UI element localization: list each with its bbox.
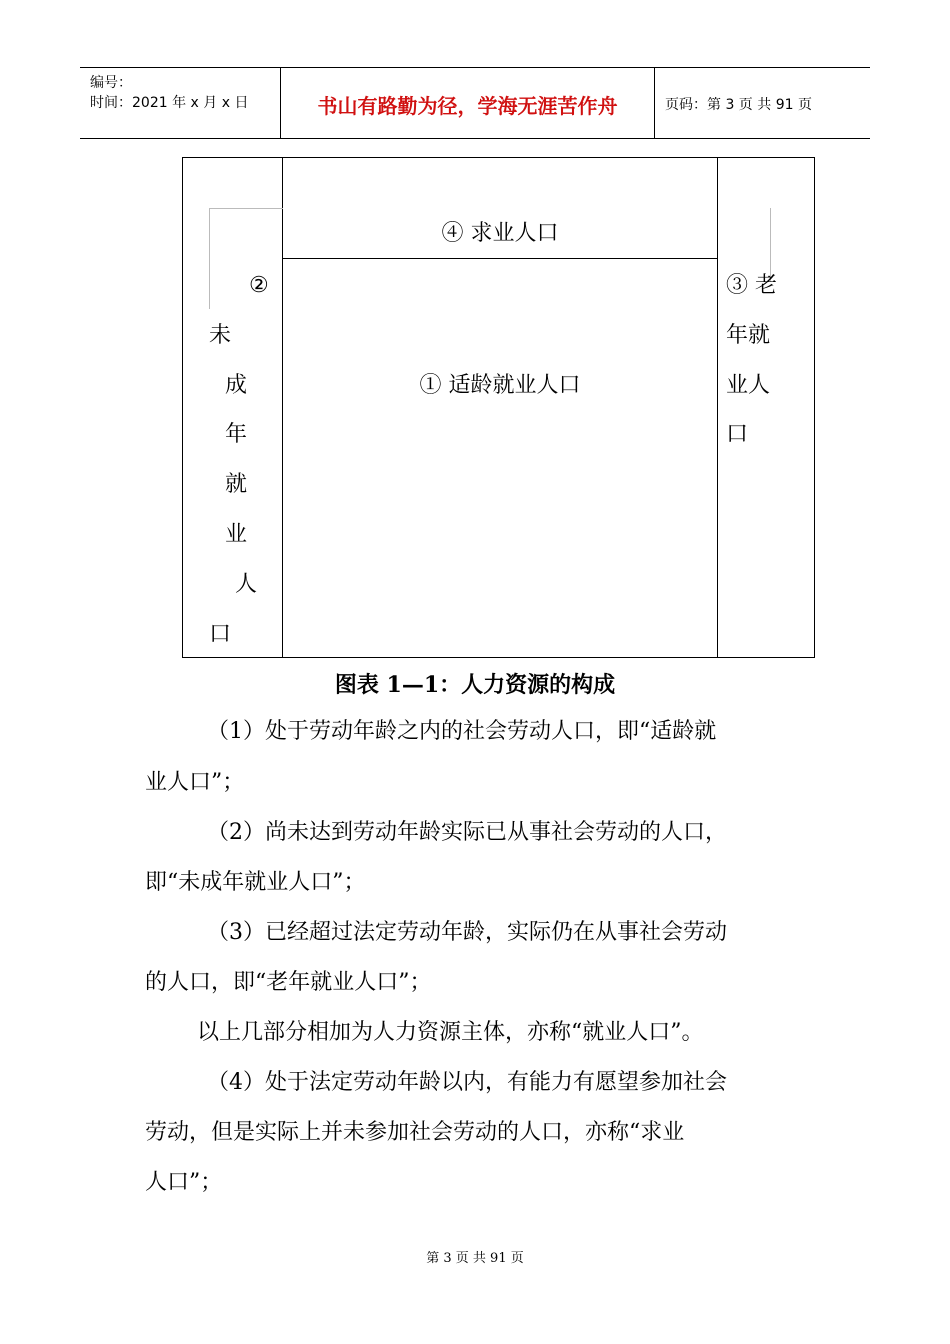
number-label: 编号：	[90, 75, 132, 91]
human-resources-diagram	[182, 157, 815, 658]
page-number-label: 页码：第 3 页 共 91 页	[665, 97, 812, 113]
text-line: （3）已经超过法定劳动年龄，实际仍在从事社会劳动	[207, 920, 727, 945]
minor-number: ②	[249, 273, 269, 298]
elderly-line: 口	[726, 422, 749, 447]
text-line: 以上几部分相加为人力资源主体，亦称“就业人口”。	[197, 1020, 704, 1045]
minor-char: 成	[225, 373, 248, 398]
text-line: 即“未成年就业人口”；	[145, 870, 366, 895]
document-header	[80, 67, 870, 139]
text-line: 的人口，即“老年就业人口”；	[145, 970, 432, 995]
page-footer: 第 3 页 共 91 页	[426, 1251, 524, 1266]
header-motto-cell	[281, 68, 655, 138]
text-line: （4）处于法定劳动年龄以内，有能力有愿望参加社会	[207, 1070, 727, 1095]
elderly-line: ③ 老	[726, 273, 777, 298]
text-line: （1）处于劳动年龄之内的社会劳动人口，即“适龄就	[207, 719, 717, 744]
text-line: 劳动，但是实际上并未参加社会劳动的人口，亦称“求业	[145, 1120, 685, 1145]
motto-text: 书山有路勤为径，学海无涯苦作舟	[317, 94, 618, 118]
elderly-line: 业人	[726, 373, 771, 398]
minor-char: 口	[209, 622, 232, 647]
text-frame-right	[770, 208, 771, 282]
minor-char: 未	[209, 323, 232, 348]
minor-char: 年	[225, 422, 248, 447]
header-info-cell	[80, 68, 281, 138]
text-line: 业人口”；	[145, 770, 245, 795]
working-age-label: ① 适龄就业人口	[419, 373, 581, 398]
minor-char: 就	[225, 472, 248, 497]
minor-char: 业	[225, 522, 248, 547]
job-seeking-label: ④ 求业人口	[441, 221, 559, 246]
minor-char: 人	[235, 572, 258, 597]
time-label: 时间：2021 年 x 月 x 日	[90, 95, 249, 111]
divider-horizontal	[282, 258, 718, 259]
elderly-line: 年就	[726, 323, 771, 348]
text-frame-left	[209, 208, 283, 309]
text-line: （2）尚未达到劳动年龄实际已从事社会劳动的人口，	[207, 820, 727, 845]
figure-caption: 图表 1—1：人力资源的构成	[334, 672, 616, 698]
text-line: 人口”；	[145, 1170, 223, 1195]
header-page-cell	[655, 68, 870, 138]
